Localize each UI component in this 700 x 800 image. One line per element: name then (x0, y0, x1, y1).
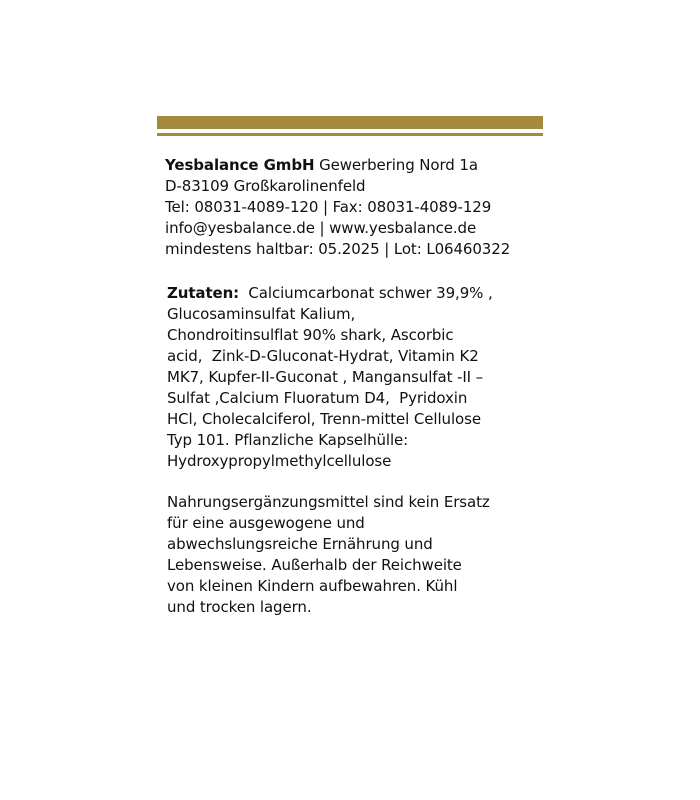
notice-line: von kleinen Kindern aufbewahren. Kühl (167, 577, 458, 595)
notice-line: für eine ausgewogene und (167, 514, 365, 532)
company-street: Gewerbering Nord 1a (319, 156, 478, 174)
company-phone-fax: Tel: 08031-4089-120 | Fax: 08031-4089-129 (165, 198, 492, 216)
notice-line: Nahrungsergänzungsmittel sind kein Ersatz (167, 493, 490, 511)
ingredients-line: Glucosaminsulfat Kalium, (167, 305, 356, 323)
ingredients-line: Typ 101. Pflanzliche Kapselhülle: (167, 431, 409, 449)
supplement-notice-block (167, 492, 490, 618)
header-gold-line (157, 133, 543, 136)
ingredients-line: Chondroitinsulflat 90% shark, Ascorbic (167, 326, 454, 344)
ingredients-block (167, 283, 493, 472)
ingredients-label: Zutaten: (167, 284, 240, 302)
company-address-block (165, 155, 510, 260)
company-name: Yesbalance GmbH (165, 156, 315, 174)
ingredients-line: HCl, Cholecalciferol, Trenn-mittel Cellulose (167, 410, 481, 428)
notice-line: abwechslungsreiche Ernährung und (167, 535, 433, 553)
ingredients-line: Hydroxypropylmethylcellulose (167, 452, 392, 470)
ingredients-line: acid, Zink-D-Gluconat-Hydrat, Vitamin K2 (167, 347, 479, 365)
company-email-web: info@yesbalance.de | www.yesbalance.de (165, 219, 477, 237)
header-gold-bar (157, 116, 543, 129)
company-name-line (165, 155, 510, 176)
ingredients-line: Calciumcarbonat schwer 39,9% , (239, 284, 493, 302)
best-before-lot: mindestens haltbar: 05.2025 | Lot: L06460322 (165, 240, 511, 258)
ingredients-line: MK7, Kupfer-II-Guconat , Mangansulfat -II – (167, 368, 484, 386)
ingredients-line: Sulfat ,Calcium Fluoratum D4, Pyridoxin (167, 389, 468, 407)
company-city: D-83109 Großkarolinenfeld (165, 177, 366, 195)
ingredients-first-line (167, 283, 493, 304)
notice-line: und trocken lagern. (167, 598, 312, 616)
notice-line: Lebensweise. Außerhalb der Reichweite (167, 556, 462, 574)
